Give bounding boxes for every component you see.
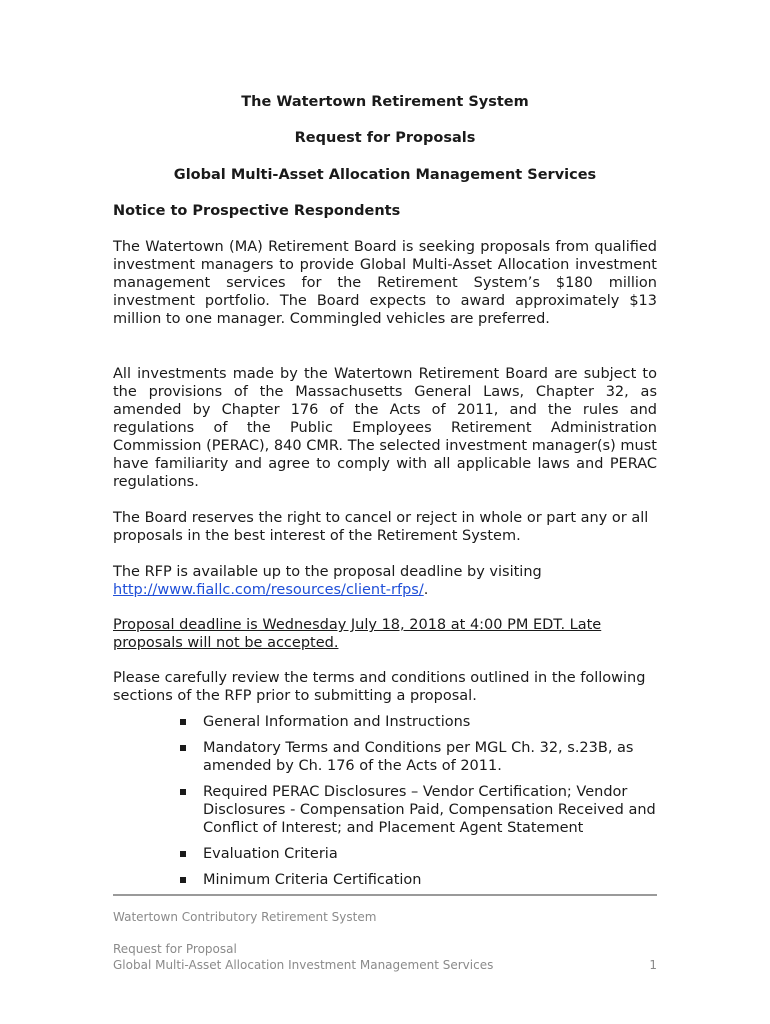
square-bullet-icon <box>180 719 186 725</box>
rfp-link-period: . <box>423 582 429 598</box>
review-intro: Please carefully review the terms and conditions outlined in the following sections of the RFP prior to submitting a proposal. <box>113 670 646 704</box>
page-number: 1 <box>649 958 657 972</box>
list-item <box>113 739 657 775</box>
rfp-download-link[interactable]: http://www.fiallc.com/resources/client-rfps/ <box>113 582 424 598</box>
notice-heading: Notice to Prospective Respondents <box>113 203 401 219</box>
footer-divider <box>113 894 657 896</box>
square-bullet-icon <box>180 851 186 857</box>
list-item-text: Minimum Criteria Certification <box>203 872 422 888</box>
deadline-notice: Proposal deadline is Wednesday July 18, 2018 at 4:00 PM EDT. Late proposals will not be accepted. <box>113 617 602 651</box>
list-item-text: Required PERAC Disclosures – Vendor Certification; Vendor Disclosures - Compensation Paid, Compensation Received and Conflict of Interest; and Placement Agent Statement <box>203 784 656 836</box>
list-item <box>113 845 657 863</box>
list-item-text: Evaluation Criteria <box>203 846 338 862</box>
list-item <box>113 783 657 837</box>
square-bullet-icon <box>180 877 186 883</box>
rfp-sections-list <box>113 713 657 889</box>
service-title: Global Multi-Asset Allocation Management Services <box>173 167 597 183</box>
square-bullet-icon <box>180 789 186 795</box>
intro-paragraph: The Watertown (MA) Retirement Board is seeking proposals from qualified investment managers to provide Global Multi-Asset Allocation investment management services for the Retirement System’s $180 million investment portfolio. The Board expects to award approximately $13 million to one manager. Commingled vehicles are preferred. <box>113 239 657 327</box>
legal-paragraph: All investments made by the Watertown Retirement Board are subject to the provisions of the Massachusetts General Laws, Chapter 32, as amended by Chapter 176 of the Acts of 2011, and the rules and regulations of the Public Employees Retirement Administration Commission (PERAC), 840 CMR. The selected investment manager(s) must have familiarity and agree to comply with all applicable laws and PERAC regulations. <box>113 366 657 490</box>
footer-organization: Watertown Contributory Retirement System <box>113 910 377 924</box>
rfp-availability-paragraph <box>113 563 657 599</box>
list-item <box>113 713 657 731</box>
reservation-paragraph: The Board reserves the right to cancel or reject in whole or part any or all proposals in the best interest of the Retirement System. <box>113 510 649 544</box>
rfp-title: Request for Proposals <box>294 130 476 146</box>
footer-doc-type: Request for Proposal <box>113 942 237 956</box>
system-title: The Watertown Retirement System <box>241 94 529 110</box>
rfp-availability-text: The RFP is available up to the proposal deadline by visiting <box>113 564 542 580</box>
square-bullet-icon <box>180 745 186 751</box>
footer-doc-subtitle: Global Multi-Asset Allocation Investment Management Services <box>113 958 494 972</box>
list-item <box>113 871 657 889</box>
list-item-text: Mandatory Terms and Conditions per MGL Ch. 32, s.23B, as amended by Ch. 176 of the Acts of 2011. <box>203 740 634 774</box>
list-item-text: General Information and Instructions <box>203 714 471 730</box>
